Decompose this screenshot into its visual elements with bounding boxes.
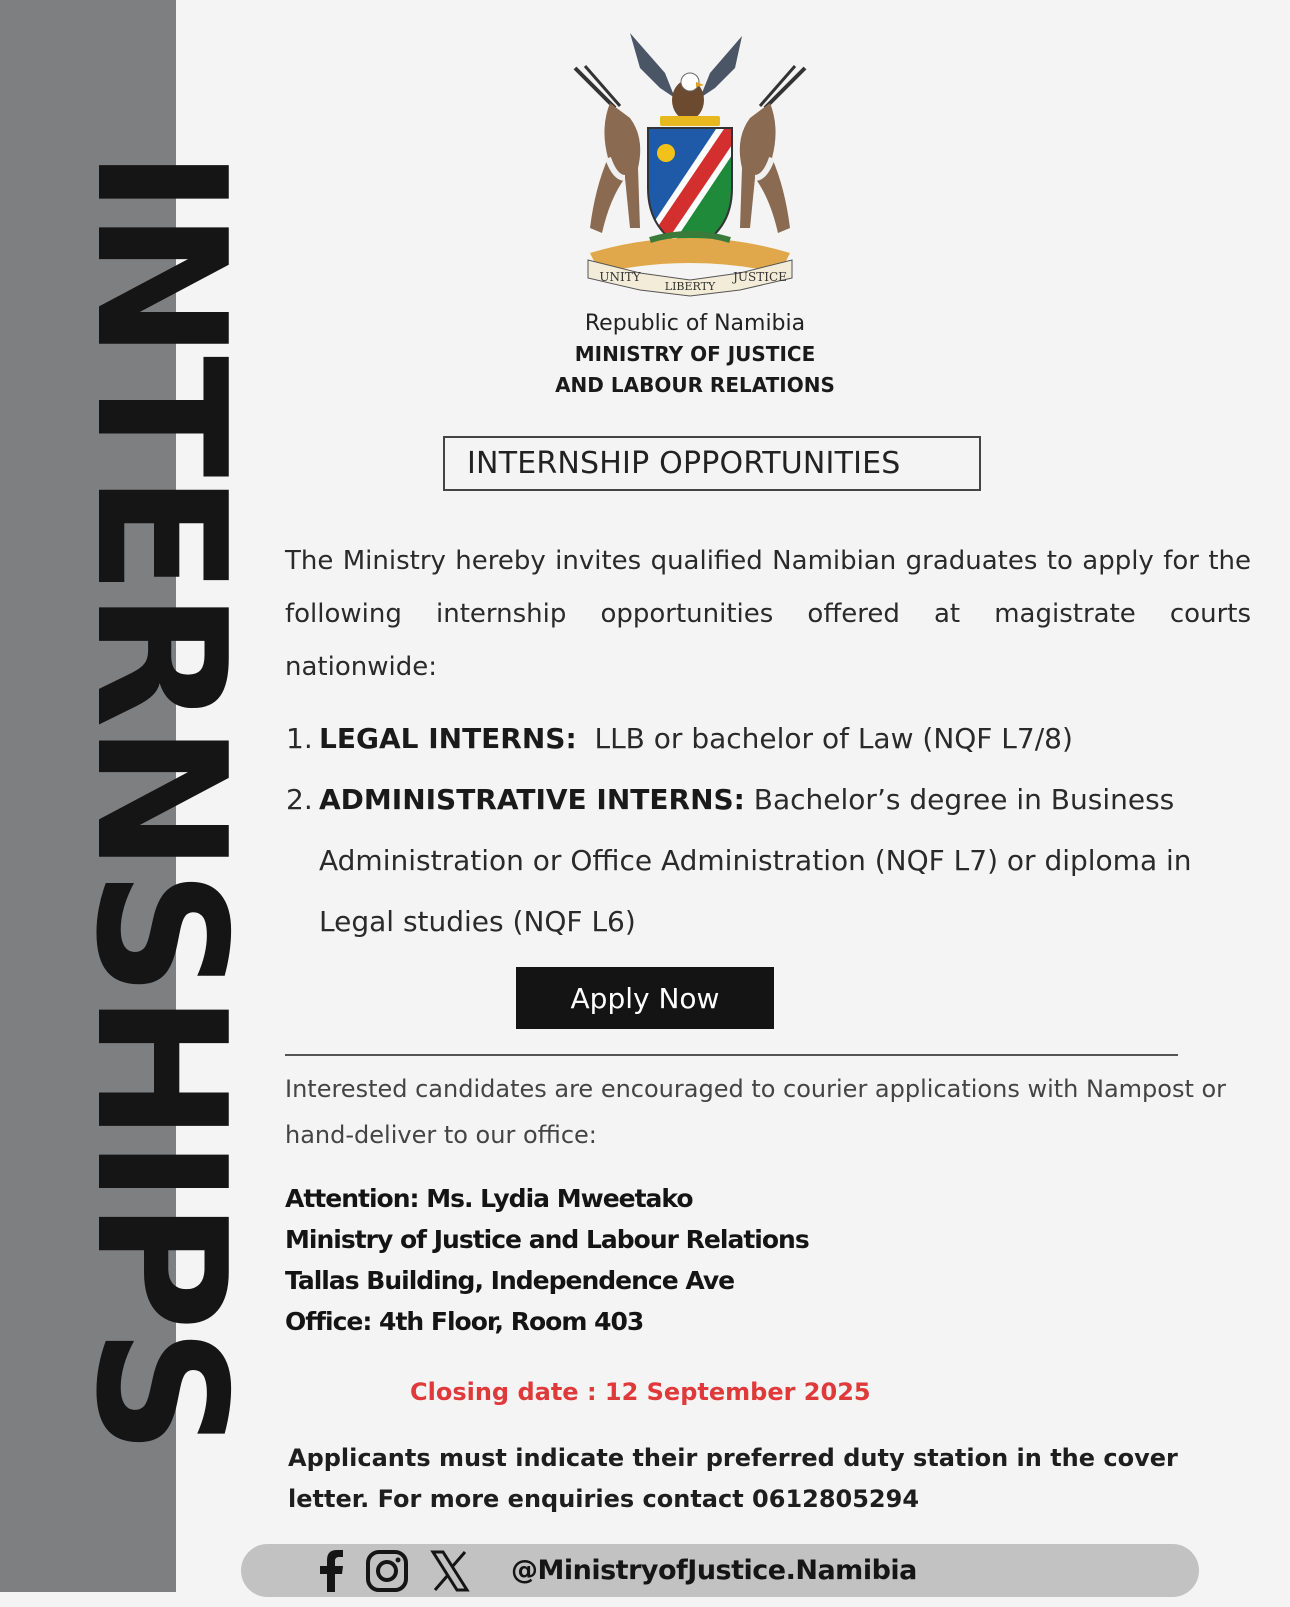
social-handle[interactable]: @MinistryofJustice.Namibia: [511, 1555, 917, 1586]
list-item-administrative-interns: [286, 769, 1246, 952]
ministry-name-line-1: MINISTRY OF JUSTICE: [574, 342, 816, 366]
divider: [285, 1054, 1178, 1056]
position-description: LLB or bachelor of Law (NQF L7/8): [594, 722, 1073, 755]
oryx-left-icon: [575, 66, 640, 233]
list-item-number: 1.: [286, 722, 313, 755]
motto-left: UNITY: [599, 270, 641, 284]
social-bar: [241, 1544, 1199, 1597]
oryx-right-icon: [740, 66, 805, 233]
motto-right: JUSTICE: [733, 270, 787, 284]
instagram-icon[interactable]: [365, 1549, 409, 1593]
country-name: Republic of Namibia: [584, 311, 806, 336]
closing-date: Closing date : 12 September 2025: [410, 1378, 871, 1406]
applicant-note: Applicants must indicate their preferred duty station in the cover letter. For more enquiries contact 0612805294: [288, 1444, 1178, 1513]
positions-list: [286, 708, 1246, 952]
postal-address: [285, 1178, 1185, 1342]
address-attention: Attention: Ms. Lydia Mweetako: [285, 1184, 693, 1213]
position-label: ADMINISTRATIVE INTERNS:: [319, 783, 745, 816]
organisation-header: [460, 308, 930, 401]
list-item-number: 2.: [286, 783, 313, 816]
facebook-icon[interactable]: [317, 1550, 345, 1592]
eagle-icon: [630, 33, 742, 126]
coat-of-arms-emblem: [570, 28, 810, 298]
apply-now-button[interactable]: Apply Now: [516, 967, 774, 1029]
ministry-name-line-2: AND LABOUR RELATIONS: [555, 373, 835, 397]
vertical-title-text: INTERNSHIPS: [57, 148, 264, 1452]
courier-instructions: Interested candidates are encouraged to courier applications with Nampost or hand-deliver to our office:: [285, 1075, 1227, 1149]
position-label: LEGAL INTERNS:: [319, 722, 577, 755]
motto-center: LIBERTY: [664, 280, 716, 293]
address-office: Office: 4th Floor, Room 403: [285, 1307, 644, 1336]
x-icon[interactable]: [431, 1550, 469, 1592]
vertical-title: [57, 40, 264, 1560]
intro-paragraph: The Ministry hereby invites qualified Namibian graduates to apply for the following internship opportunities offered at magistrate courts nationwide:: [285, 546, 1251, 682]
address-building: Tallas Building, Independence Ave: [285, 1266, 735, 1295]
list-item-legal-interns: [286, 708, 1246, 769]
address-ministry: Ministry of Justice and Labour Relations: [285, 1225, 809, 1254]
position-description: Bachelor’s degree in Business Administration or Office Administration (NQF L7) or diploma in Legal studies (NQF L6): [319, 783, 1192, 938]
page-title: INTERNSHIP OPPORTUNITIES: [443, 436, 981, 491]
